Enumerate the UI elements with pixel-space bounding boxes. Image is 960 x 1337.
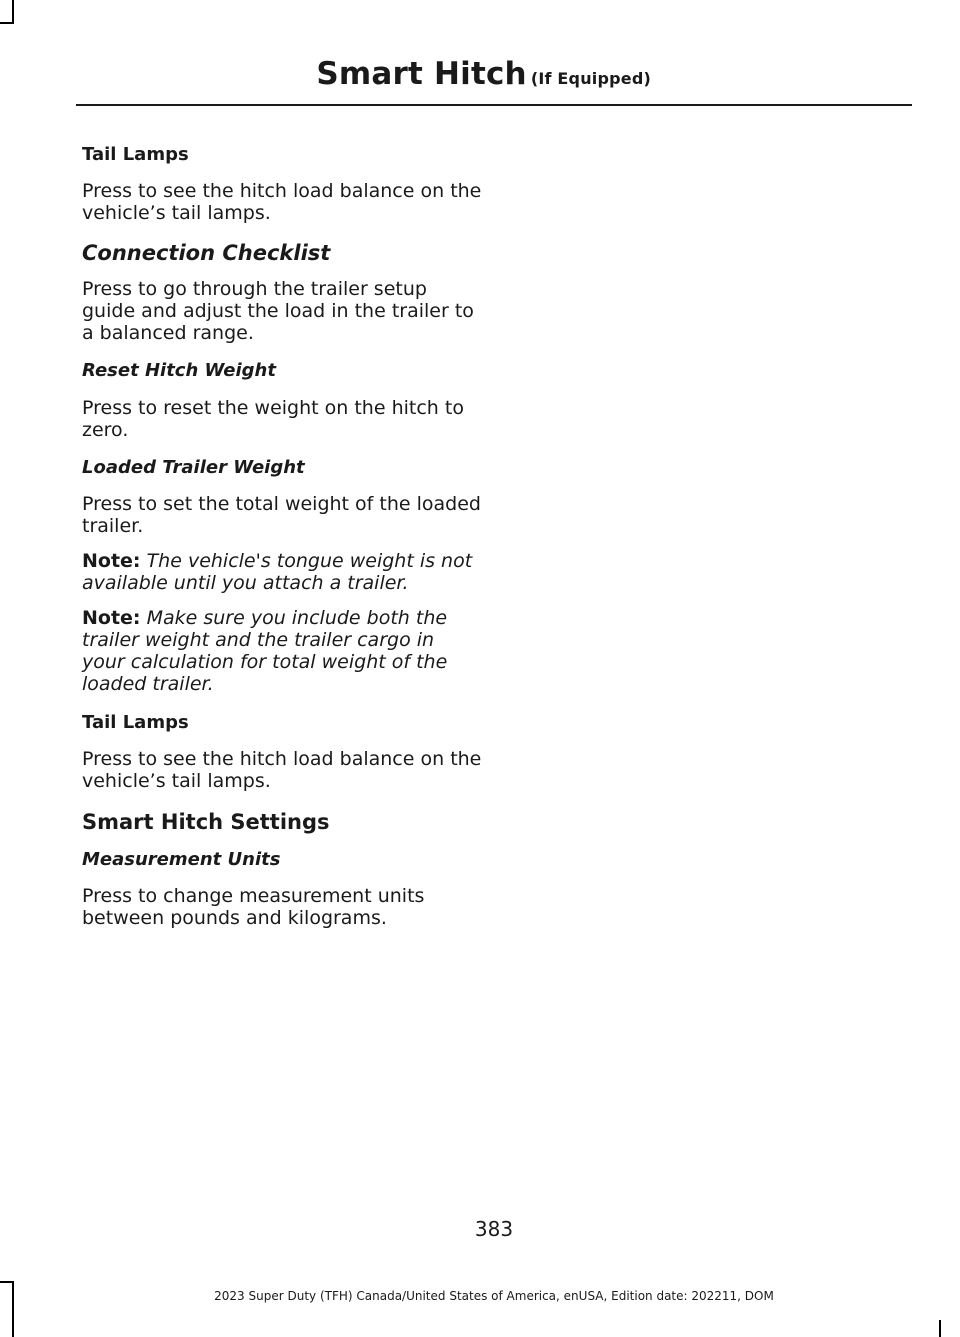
page-number: 383: [474, 1217, 514, 1241]
paragraph-tail-lamps: Press to see the hitch load balance on the vehicle’s tail lamps.: [82, 180, 482, 224]
note-tongue-weight: [82, 550, 482, 594]
note-total-weight: [82, 607, 482, 695]
heading-tail-lamps: Tail Lamps: [82, 144, 189, 165]
main-content: [82, 144, 482, 929]
footer-edition-info: 2023 Super Duty (TFH) Canada/United States of America, enUSA, Edition date: 202211, DOM: [214, 1289, 774, 1303]
paragraph-reset-hitch-weight: Press to reset the weight on the hitch to zero.: [82, 397, 464, 441]
section-title: Smart Hitch: [316, 56, 527, 92]
note-text: Make sure you include both the trailer weight and the trailer cargo in your calculation for total weight of the loaded trailer.: [82, 607, 448, 695]
heading-tail-lamps-2: Tail Lamps: [82, 712, 189, 733]
note-label: Note:: [82, 550, 141, 572]
heading-smart-hitch-settings: Smart Hitch Settings: [82, 810, 330, 834]
heading-connection-checklist: Connection Checklist: [82, 241, 331, 265]
heading-loaded-trailer-weight: Loaded Trailer Weight: [82, 457, 305, 478]
section-subtitle: (If Equipped): [530, 69, 651, 88]
note-label: Note:: [82, 607, 141, 629]
crop-mark-top-left-vertical: [12, 0, 14, 22]
header-divider: [76, 104, 912, 106]
page-header-title: [316, 56, 651, 92]
heading-measurement-units: Measurement Units: [82, 849, 281, 870]
crop-mark-top-left-horizontal: [0, 22, 14, 24]
crop-mark-bottom-right-vertical: [939, 1320, 941, 1337]
paragraph-tail-lamps-2: Press to see the hitch load balance on the vehicle’s tail lamps.: [82, 748, 482, 792]
note-text: The vehicle's tongue weight is not available until you attach a trailer.: [82, 550, 473, 594]
paragraph-connection-checklist: Press to go through the trailer setup guide and adjust the load in the trailer to a balanced range.: [82, 278, 474, 344]
paragraph-measurement-units: Press to change measurement units between pounds and kilograms.: [82, 885, 425, 929]
heading-reset-hitch-weight: Reset Hitch Weight: [82, 360, 276, 381]
paragraph-loaded-trailer-weight: Press to set the total weight of the loaded trailer.: [82, 493, 481, 537]
